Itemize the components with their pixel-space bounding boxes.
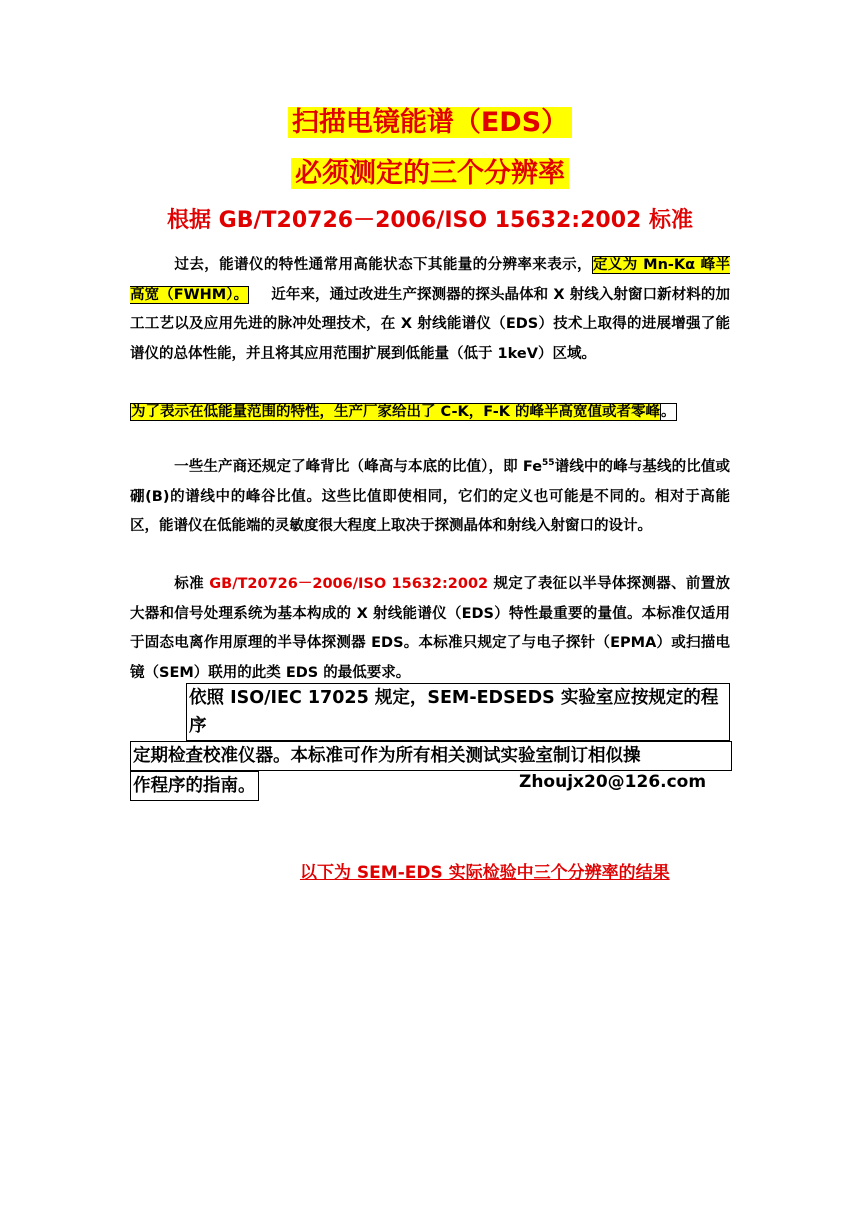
fwhm-definition-highlight: 定义为 Mn-Kα 峰半高宽（FWHM）。 bbox=[130, 257, 730, 303]
paragraph-peak-background bbox=[130, 453, 730, 542]
paragraph-standard-scope bbox=[130, 570, 730, 688]
results-heading: 以下为 SEM-EDS 实际检验中三个分辨率的结果 bbox=[300, 863, 670, 883]
paragraph-standard-text: 规定了表征以半导体探测器、前置放大器和信号处理系统为基本构成的 X 射线能谱仪（EDS）特性最重要的量值。本标准仅适用于固态电离作用原理的半导体探测器 EDS。本标准只规定了与电子探针（EPMA）或扫描电镜（SEM）联用的此类 EDS 的最低要求。 bbox=[130, 576, 730, 681]
paragraph-history-text-b: 近年来，通过改进生产探测器的探头晶体和 X 射线入射窗口新材料的加工工艺以及应用先进的脉冲处理技术，在 X 射线能谱仪（EDS）技术上取得的进展增强了能谱仪的总体性能，并且将其应用范围扩展到低能量（低于 1keV）区域。 bbox=[130, 286, 730, 362]
iso-box-row-3: 作程序的指南。 bbox=[130, 771, 259, 801]
paragraph-history-text-a: 过去，能谱仪的特性通常用高能状态下其能量的分辨率来表示， bbox=[174, 257, 592, 273]
title-line-1 bbox=[0, 100, 860, 139]
title-standard-reference: 根据 GB/T20726－2006/ISO 15632:2002 标准 bbox=[167, 208, 693, 233]
low-energy-highlight: 为了表示在低能量范围的特性，生产厂家给出了 C-K，F-K 的峰半高宽值或者零峰 bbox=[131, 404, 661, 420]
low-energy-end: 。 bbox=[661, 404, 676, 420]
paragraph-peak-text-a: 一些生产商还规定了峰背比（峰高与本底的比值），即 Fe bbox=[174, 459, 543, 475]
paragraph-history bbox=[130, 251, 730, 369]
iso-box-row-2: 定期检查校准仪器。本标准可作为所有相关测试实验室制订相似操 bbox=[130, 741, 732, 771]
standard-number: GB/T20726－2006/ISO 15632:2002 bbox=[209, 576, 489, 592]
title-line-1-text: 扫描电镜能谱（EDS） bbox=[288, 107, 572, 138]
title-line-2-text: 必须测定的三个分辨率 bbox=[291, 158, 569, 189]
paragraph-peak-text-b: 谱线中的峰与基线的比值或硼(B)的谱线中的峰谷比值。这些比值即使相同，它们的定义也可能是不同的。相对于高能区，能谱仪在低能端的灵敏度很大程度上取决于探测晶体和射线入射窗口的设计。 bbox=[130, 459, 731, 534]
iso-box-row-1: 依照 ISO/IEC 17025 规定，SEM-EDSEDS 实验室应按规定的程序 bbox=[186, 683, 730, 741]
paragraph-low-energy bbox=[130, 398, 730, 428]
author-email: Zhoujx20@126.com bbox=[519, 772, 707, 792]
title-line-2 bbox=[0, 151, 860, 190]
fe55-superscript: 55 bbox=[542, 458, 555, 469]
paragraph-standard-prefix: 标准 bbox=[174, 576, 210, 592]
